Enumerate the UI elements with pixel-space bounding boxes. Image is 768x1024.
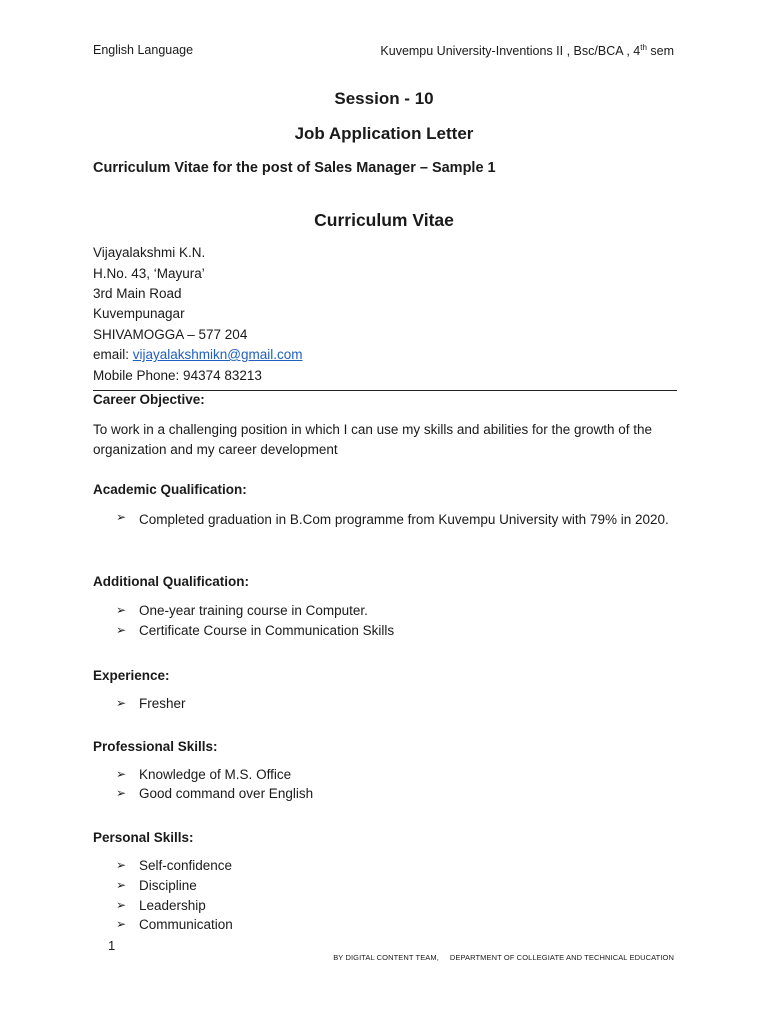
career-objective-text: To work in a challenging position in which I can use my skills and abilities for the growth of the organization and my career development xyxy=(93,422,653,457)
arrow-bullet-icon: ➢ xyxy=(116,603,127,617)
arrow-bullet-icon: ➢ xyxy=(116,878,127,892)
contact-name: Vijayalakshmi K.N. xyxy=(93,245,206,260)
arrow-bullet-icon: ➢ xyxy=(116,858,127,872)
arrow-bullet-icon: ➢ xyxy=(116,696,127,710)
email-link[interactable]: vijayalakshmikn@gmail.com xyxy=(132,347,303,362)
contact-road: 3rd Main Road xyxy=(93,286,182,301)
header-right-main: Kuvempu University-Inventions II , Bsc/BCA , 4 xyxy=(380,44,641,58)
professional-item: Knowledge of M.S. Office xyxy=(139,767,292,782)
page-number: 1 xyxy=(108,938,116,953)
contact-area: Kuvempunagar xyxy=(93,306,185,321)
contact-house: H.No. 43, ‘Mayura’ xyxy=(93,266,205,281)
experience-title: Experience: xyxy=(93,668,170,683)
letter-title: Job Application Letter xyxy=(294,124,474,143)
session-title: Session - 10 xyxy=(334,89,434,108)
contact-phone: Mobile Phone: 94374 83213 xyxy=(93,368,262,383)
additional-title: Additional Qualification: xyxy=(93,574,249,589)
header-right-tail: sem xyxy=(646,44,674,58)
personal-item: Leadership xyxy=(139,898,206,913)
personal-title: Personal Skills: xyxy=(93,830,194,845)
arrow-bullet-icon: ➢ xyxy=(116,623,127,637)
arrow-bullet-icon: ➢ xyxy=(116,510,127,524)
footer-credit: BY DIGITAL CONTENT TEAM, DEPARTMENT OF COLLEGIATE AND TECHNICAL EDUCATION xyxy=(333,953,674,962)
personal-item: Communication xyxy=(139,917,233,932)
header-left: English Language xyxy=(93,43,194,57)
cv-title: Curriculum Vitae xyxy=(314,210,454,230)
header-right-sup: th xyxy=(640,43,647,52)
arrow-bullet-icon: ➢ xyxy=(116,898,127,912)
personal-item: Self-confidence xyxy=(139,858,233,873)
arrow-bullet-icon: ➢ xyxy=(116,786,127,800)
experience-item: Fresher xyxy=(139,696,186,711)
arrow-bullet-icon: ➢ xyxy=(116,767,127,781)
arrow-bullet-icon: ➢ xyxy=(116,917,127,931)
academic-title: Academic Qualification: xyxy=(93,482,247,497)
professional-item: Good command over English xyxy=(139,786,314,801)
email-label: email: xyxy=(93,347,133,362)
personal-item: Discipline xyxy=(139,878,197,893)
header-right xyxy=(380,43,674,58)
career-objective-title: Career Objective: xyxy=(93,392,205,407)
contact-city: SHIVAMOGGA – 577 204 xyxy=(93,327,248,342)
additional-item: Certificate Course in Communication Skills xyxy=(139,623,395,638)
contact-email-line xyxy=(93,347,303,362)
horizontal-divider xyxy=(93,390,677,391)
academic-item: Completed graduation in B.Com programme from Kuvempu University with 79% in 2020. xyxy=(139,512,669,527)
professional-title: Professional Skills: xyxy=(93,739,218,754)
additional-item: One-year training course in Computer. xyxy=(139,603,368,618)
document-subtitle: Curriculum Vitae for the post of Sales Manager – Sample 1 xyxy=(93,160,496,176)
